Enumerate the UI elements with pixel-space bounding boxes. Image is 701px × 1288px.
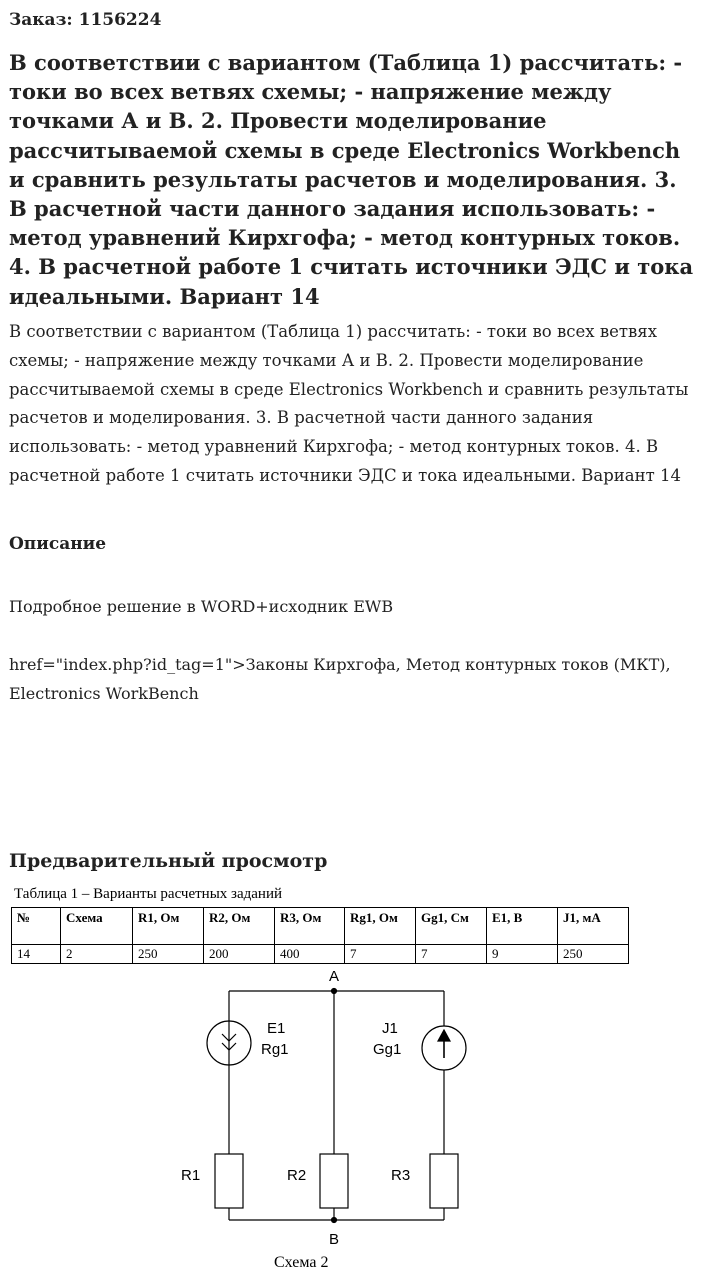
table-cell: 14	[12, 945, 61, 964]
table-cell: 7	[416, 945, 487, 964]
table-cell: 2	[61, 945, 133, 964]
current-source-j1-icon	[422, 1026, 466, 1070]
col-header: J1, мА	[558, 908, 629, 945]
table-cell: 250	[558, 945, 629, 964]
table-cell: 200	[204, 945, 275, 964]
preview-heading: Предварительный просмотр	[9, 850, 328, 872]
table-cell: 250	[133, 945, 204, 964]
node-b-dot	[332, 1218, 337, 1223]
schema-caption: Схема 2	[274, 1254, 329, 1271]
voltage-source-e1-icon	[207, 1021, 251, 1065]
preview-image	[9, 880, 689, 1280]
r1-label: R1	[181, 1167, 201, 1184]
col-header: Схема	[61, 908, 133, 945]
col-header: R3, Ом	[275, 908, 345, 945]
col-header: Rg1, Ом	[345, 908, 416, 945]
table-cell: 9	[487, 945, 558, 964]
resistor-r3	[430, 1154, 458, 1208]
col-header: №	[12, 908, 61, 945]
col-header: Gg1, См	[416, 908, 487, 945]
e1-label: E1	[267, 1020, 286, 1037]
table-cell: 400	[275, 945, 345, 964]
col-header: E1, В	[487, 908, 558, 945]
node-a-dot	[332, 989, 337, 994]
table-caption: Таблица 1 – Варианты расчетных заданий	[14, 886, 282, 902]
node-b-label: B	[328, 1231, 340, 1248]
col-header: R2, Ом	[204, 908, 275, 945]
order-number: Заказ: 1156224	[9, 10, 162, 30]
r2-label: R2	[287, 1167, 307, 1184]
j1-label: J1	[382, 1020, 398, 1037]
page-title: В соответствии с вариантом (Таблица 1) рассчитать: - токи во всех ветвях схемы; - напряжение между точками А и В. 2. Провести моделирование рассчитываемой схемы в среде Electronics Workbench и сравнить результаты расчетов и моделирования. 3. В расчетной части данного задания использовать: - метод уравнений Кирхгофа; - метод контурных токов. 4. В расчетной работе 1 считать источники ЭДС и тока идеальными. Вариант 14	[9, 50, 694, 309]
circuit-diagram	[9, 880, 689, 1280]
task-description: В соответствии с вариантом (Таблица 1) рассчитать: - токи во всех ветвях схемы; - напряжение между точками А и В. 2. Провести моделирование рассчитываемой схемы в среде Electronics Workbench и сравнить результаты расчетов и моделирования. 3. В расчетной части данного задания использовать: - метод уравнений Кирхгофа; - метод контурных токов. 4. В расчетной работе 1 считать источники ЭДС и тока идеальными. Вариант 14	[9, 322, 689, 485]
node-a-label: A	[328, 968, 340, 985]
description-heading: Описание	[9, 534, 107, 554]
gg1-label: Gg1	[373, 1041, 402, 1058]
resistor-r2	[320, 1154, 348, 1208]
col-header: R1, Ом	[133, 908, 204, 945]
r3-label: R3	[391, 1167, 411, 1184]
table-cell: 7	[345, 945, 416, 964]
rg1-label: Rg1	[261, 1041, 289, 1058]
resistor-r1	[215, 1154, 243, 1208]
solution-note: Подробное решение в WORD+исходник EWB	[9, 597, 394, 616]
tags-text[interactable]: href="index.php?id_tag=1">Законы Кирхгофа, Метод контурных токов (МКТ), Electronics WorkBench	[9, 655, 671, 703]
